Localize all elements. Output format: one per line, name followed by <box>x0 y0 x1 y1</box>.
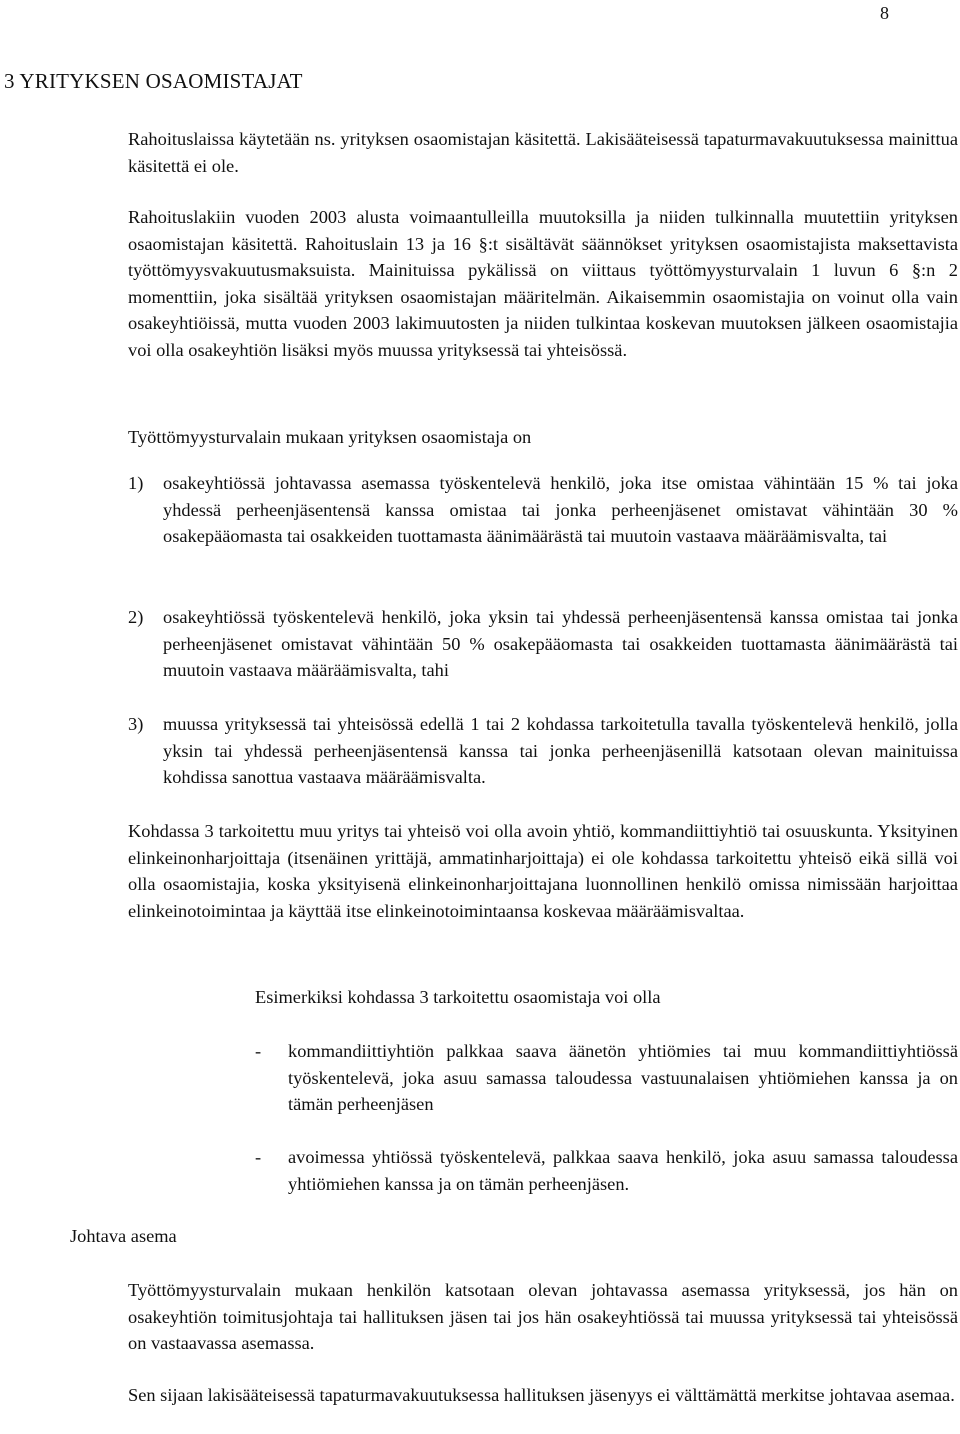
section-heading: 3 YRITYKSEN OSAOMISTAJAT <box>4 69 303 93</box>
paragraph-rahoituslaki: Rahoituslakiin vuoden 2003 alusta voimaantulleilla muutoksilla ja niiden tulkinnalla muutettiin yrityksen osaomistajan käsitettä. Rahoituslain 13 ja 16 §:t sisältävät säännökset yrityksen osaomistajista maksettavista työttömyysvakuutusmaksuista. Mainituissa pykälissä on viittaus työttömyysturvalain 1 luvun 6 §:n 2 momenttiin, joka sisältää yrityksen osaomistajan määritelmän. Aikaisemmin osaomistajia on voinut olla vain osakeyhtiöissä, mutta vuoden 2003 lakimuutosten ja niiden tulkintaa koskevan muutoksen jälkeen osaomistajia voi olla osakeyhtiön lisäksi myös muussa yrityksessä tai yhteisössä. <box>128 207 958 360</box>
paragraph-kohdassa-3: Kohdassa 3 tarkoitettu muu yritys tai yhteisö voi olla avoin yhtiö, kommandiittiyhtiö tai osuuskunta. Yksityinen elinkeinonharjoittaja (itsenäinen yrittäjä, ammatinharjoittaja) ei ole kohdassa tarkoitettu yhteisö eikä sillä voi olla osaomistajia, koska yksityisenä elinkeinonharjoittajana luonnollinen henkilö omissa nimissään harjoittaa elinkeinotoimintaa ja käyttää itse elinkeinotoimintaansa koskevaa määräämisvaltaa. <box>128 821 958 921</box>
example-item-1 <box>255 1038 958 1118</box>
example-text: kommandiittiyhtiön palkkaa saava äänetön yhtiömies tai muu kommandiittiyhtiössä työskentelevä, joka asuu samassa taloudessa vastuunalaisen yhtiömiehen kanssa ja on tämän perheenjäsen <box>288 1041 958 1114</box>
paragraph-intro: Rahoituslaissa käytetään ns. yrityksen osaomistajan käsitettä. Lakisääteisessä tapaturmavakuutuksessa mainittua käsitettä ei ole. <box>128 129 958 176</box>
list-text: osakeyhtiössä johtavassa asemassa työskentelevä henkilö, joka itse omistaa vähintään 15 % tai joka yhdessä perheenjäsentensä kanssa omistaa tai jonka perheenjäsenet omistavat vähintään 30 % osakepääomasta tai osakkeiden tuottamasta äänimäärästä tai muutoin vastaava määräämisvalta, tai <box>163 473 958 546</box>
paragraph-hallituksen-jasenyys: Sen sijaan lakisääteisessä tapaturmavakuutuksessa hallituksen jäsenyys ei välttämättä merkitse johtavaa asemaa. <box>128 1385 955 1405</box>
example-intro: Esimerkiksi kohdassa 3 tarkoitettu osaomistaja voi olla <box>255 987 661 1007</box>
side-heading-johtava-asema: Johtava asema <box>70 1226 177 1246</box>
list-marker: 1) <box>128 473 144 493</box>
list-text: muussa yrityksessä tai yhteisössä edellä 1 tai 2 kohdassa tarkoitetulla tavalla työskentelevä henkilö, jolla yksin tai yhdessä perheenjäsentensä kanssa tai jonka perheenjäsenillä katsotaan olevan mainituissa kohdissa sanottua vastaava määräämisvalta. <box>163 714 958 787</box>
list-item-3 <box>128 711 958 791</box>
page-number: 8 <box>880 3 889 23</box>
list-marker: 2) <box>128 607 144 627</box>
example-text: avoimessa yhtiössä työskentelevä, palkkaa saava henkilö, joka asuu samassa taloudessa yhtiömiehen kanssa ja on tämän perheenjäsen. <box>288 1147 958 1194</box>
list-marker: 3) <box>128 714 144 734</box>
list-item-1 <box>128 470 958 550</box>
example-item-2 <box>255 1144 958 1197</box>
dash-marker: - <box>255 1041 262 1061</box>
dash-marker: - <box>255 1147 262 1167</box>
list-text: osakeyhtiössä työskentelevä henkilö, joka yksin tai yhdessä perheenjäsentensä kanssa omistaa tai jonka perheenjäsenet omistavat vähintään 50 % osakepääomasta tai osakkeiden tuottamasta äänimäärästä tai muutoin vastaava määräämisvalta, tahi <box>163 607 958 680</box>
paragraph-definition-intro: Työttömyysturvalain mukaan yrityksen osaomistaja on <box>128 427 532 447</box>
list-item-2 <box>128 604 958 684</box>
paragraph-johtava-asema: Työttömyysturvalain mukaan henkilön katsotaan olevan johtavassa asemassa yrityksessä, jos hän on osakeyhtiön toimitusjohtaja tai hallituksen jäsen tai jos hän osakeyhtiössä tai muussa yrityksessä tai yhteisössä on vastaavassa asemassa. <box>128 1280 958 1353</box>
